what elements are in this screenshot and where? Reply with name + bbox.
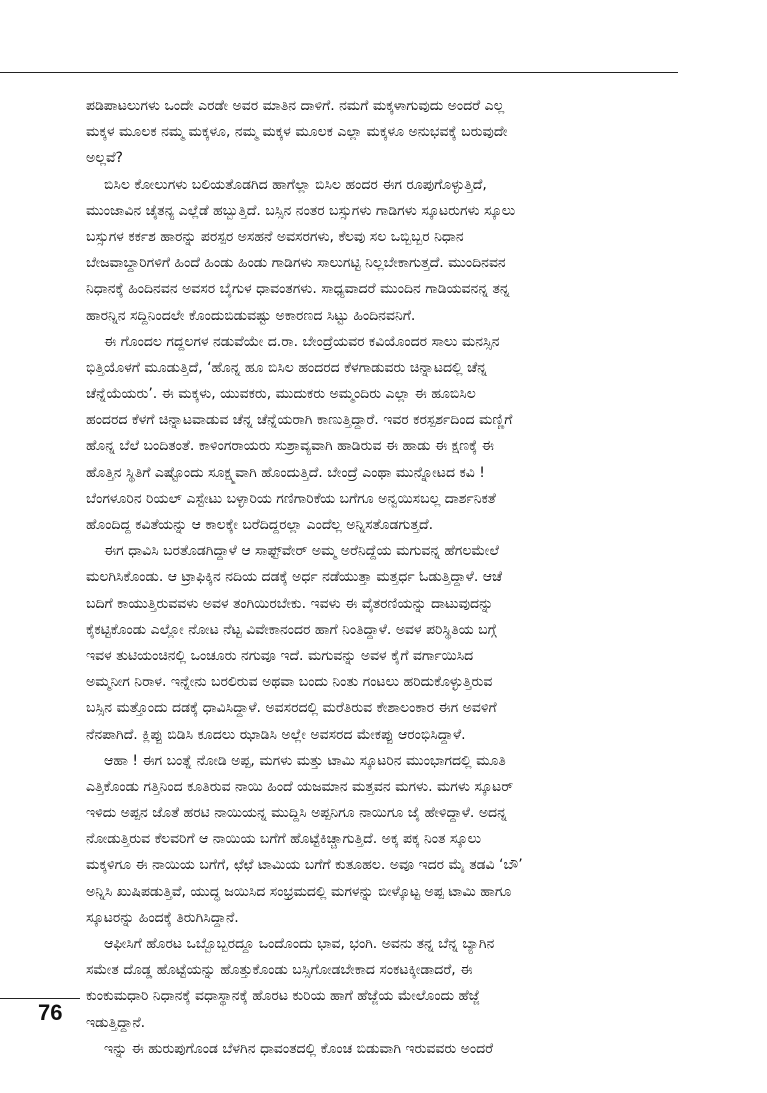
text-line: ಮಲಗಿಸಿಕೊಂಡು. ಆ ಟ್ರಾಫಿಕ್ಕಿನ ನದಿಯ ದಡಕ್ಕೆ ಅರ್ಧ ನಡೆಯುತ್ತಾ ಮತ್ತರ್ಧ ಓಡುತ್ತಿದ್ದಾಳೆ. ಆಚೆ — [86, 569, 503, 586]
text-line: ಬಸ್ಸಿನ ಮತ್ತೊಂದು ದಡಕ್ಕೆ ಧಾವಿಸಿದ್ದಾಳೆ. ಅವಸರದಲ್ಲಿ ಮರೆತಿರುವ ಕೇಶಾಲಂಕಾರ ಈಗ ಅವಳಿಗೆ — [86, 700, 497, 717]
text-line: ಈಗ ಧಾವಿಸಿ ಬರತೊಡಗಿದ್ದಾಳೆ ಆ ಸಾಫ್ಟ್‌ವೇರ್ ಅಮ್ಮ ಅರೆನಿದ್ದೆಯ ಮಗುವನ್ನ ಹೆಗಲಮೇಲೆ — [104, 543, 499, 560]
top-rule — [0, 72, 678, 73]
text-line: ಹೊತ್ತಿನ ಸ್ಥಿತಿಗೆ ಎಷ್ಟೊಂದು ಸೂಕ್ಷ್ಮವಾಗಿ ಹೊಂದುತ್ತಿದೆ. ಬೇಂದ್ರೆ ಎಂಥಾ ಮುನ್ನೋಟದ ಕವಿ ! — [86, 464, 485, 481]
text-line: ನೆನಪಾಗಿದೆ. ಕ್ಲಿಪ್ಪು ಬಿಡಿಸಿ ಕೂದಲು ಝಾಡಿಸಿ ಅಲ್ಲೇ ಅವಸರದ ಮೇಕಪ್ಪು ಆರಂಭಿಸಿದ್ದಾಳೆ. — [86, 726, 466, 743]
bottom-rule — [0, 998, 80, 999]
text-line: ಎತ್ತಿಕೊಂಡು ಗತ್ತಿನಿಂದ ಕೂತಿರುವ ನಾಯಿ ಹಿಂದೆ ಯಜಮಾನ ಮತ್ತವನ ಮಗಳು. ಮಗಳು ಸ್ಕೂಟರ್ — [86, 778, 514, 795]
text-line: ಸಮೇತ ದೊಡ್ಡ ಹೊಟ್ಟೆಯನ್ನು ಹೊತ್ತುಕೊಂಡು ಬಸ್ಸಿಗೋಡಬೇಕಾದ ಸಂಕಟಕ್ಕೀಡಾದರೆ, ಈ — [86, 962, 473, 979]
text-line: ಮಕ್ಕಳಿಗೂ ಈ ನಾಯಿಯ ಬಗೆಗೆ, ಛೆಛೆ ಟಾಮಿಯ ಬಗೆಗೆ ಕುತೂಹಲ. ಅವೂ ಇದರ ಮೈ ತಡವಿ ‘ಬೌ’ — [86, 857, 523, 874]
text-line: ಬದಿಗೆ ಕಾಯುತ್ತಿರುವವಳು ಅವಳ ತಂಗಿಯಿರಬೇಕು. ಇವಳು ಈ ವೈತರಣಿಯನ್ನು ದಾಟುವುದನ್ನು — [86, 595, 494, 612]
body-text — [86, 93, 686, 1062]
text-line: ಬೇಜವಾಬ್ದಾರಿಗಳಿಗೆ ಹಿಂದೆ ಹಿಂಡು ಹಿಂಡು ಗಾಡಿಗಳು ಸಾಲುಗಟ್ಟಿ ನಿಲ್ಲಬೇಕಾಗುತ್ತದೆ. ಮುಂದಿನವನ — [86, 255, 506, 272]
text-line: ಬಿಸಿಲ ಕೋಲುಗಳು ಬಲಿಯತೊಡಗಿದ ಹಾಗೆಲ್ಲಾ ಬಿಸಿಲ ಹಂದರ ಈಗ ರೂಪುಗೊಳ್ಳುತ್ತಿದೆ, — [104, 176, 487, 193]
text-line: ಇವಳ ತುಟಿಯಂಚಿನಲ್ಲಿ ಒಂಚೂರು ನಗುವೂ ಇದೆ. ಮಗುವನ್ನು ಅವಳ ಕೈಗೆ ವರ್ಗಾಯಿಸಿದ — [86, 647, 474, 664]
text-line: ಹೊಂದಿದ್ದ ಕವಿತೆಯನ್ನು ಆ ಕಾಲಕ್ಕೇ ಬರೆದಿದ್ದರಲ್ಲಾ ಎಂದೆಲ್ಲ ಅನ್ನಿಸತೊಡಗುತ್ತದೆ. — [86, 517, 434, 533]
text-line: ಅಲ್ಲವೆ? — [86, 150, 123, 167]
text-line: ಬಸ್ಸುಗಳ ಕರ್ಕಶ ಹಾರನ್ನು ಪರಸ್ಪರ ಅಸಹನೆ ಅವಸರಗಳು, ಕೆಲವು ಸಲ ಒಬ್ಬಿಬ್ಬರ ನಿಧಾನ — [86, 228, 464, 245]
text-line: ಇಳಿದು ಅಪ್ಪನ ಜೊತೆ ಹರಟಿ ನಾಯಿಯನ್ನ ಮುದ್ದಿಸಿ ಅಪ್ಪನಿಗೂ ನಾಯಿಗೂ ಜೈ ಹೇಳಿದ್ದಾಳೆ. ಅದನ್ನ — [86, 805, 507, 822]
text-line: ಸ್ಕೂಟರನ್ನು ಹಿಂದಕ್ಕೆ ತಿರುಗಿಸಿದ್ದಾನೆ. — [86, 909, 239, 926]
text-line: ಆಹಾ ! ಈಗ ಬಂತ್ನೆ ನೋಡಿ ಅಪ್ಪ, ಮಗಳು ಮತ್ತು ಟಾಮಿ ಸ್ಕೂಟರಿನ ಮುಂಭಾಗದಲ್ಲಿ ಮೂತಿ — [104, 752, 506, 769]
text-line: ಆಫೀಸಿಗೆ ಹೊರಟ ಒಬ್ಬೊಬ್ಬರದ್ದೂ ಒಂದೊಂದು ಭಾವ, ಭಂಗಿ. ಅವನು ತನ್ನ ಬೆನ್ನ ಬ್ಯಾಗಿನ — [104, 936, 495, 952]
text-line: ಅನ್ನಿಸಿ ಖುಷಿಪಡುತ್ತಿವೆ, ಯುದ್ಧ ಜಯಿಸಿದ ಸಂಭ್ರಮದಲ್ಲಿ ಮಗಳನ್ನು ಬೀಳ್ಕೊಟ್ಟ ಅಪ್ಪ ಟಾಮಿ ಹಾಗೂ — [86, 883, 512, 900]
text-line: ಈ ಗೊಂದಲ ಗದ್ದಲಗಳ ನಡುವೆಯೇ ದ.ರಾ. ಬೇಂದ್ರೆಯವರ ಕವಿಯೊಂದರ ಸಾಲು ಮನಸ್ಸಿನ — [104, 333, 500, 350]
text-line: ಹೊನ್ನ ಬೆಲೆ ಬಂದಿತಂತೆ. ಕಾಳಿಂಗರಾಯರು ಸುಶ್ರಾವ್ಯವಾಗಿ ಹಾಡಿರುವ ಈ ಹಾಡು ಈ ಕ್ಷಣಕ್ಕೆ ಈ — [86, 438, 494, 455]
text-line: ಮಕ್ಕಳ ಮೂಲಕ ನಮ್ಮ ಮಕ್ಕಳೂ, ನಮ್ಮ ಮಕ್ಕಳ ಮೂಲಕ ಎಲ್ಲಾ ಮಕ್ಕಳೂ ಅನುಭವಕ್ಕೆ ಬರುವುದೇ — [86, 124, 508, 141]
text-line: ಅಮ್ಮನೀಗ ನಿರಾಳ. ಇನ್ನೇನು ಬರಲಿರುವ ಅಥವಾ ಬಂದು ನಿಂತು ಗಂಟಲು ಹರಿದುಕೊಳ್ಳುತ್ತಿರುವ — [86, 674, 493, 691]
text-line: ಕುಂಕುಮಧಾರಿ ನಿಧಾನಕ್ಕೆ ವಧಾಸ್ಥಾನಕ್ಕೆ ಹೊರಟ ಕುರಿಯ ಹಾಗೆ ಹೆಜ್ಜೆಯ ಮೇಲೊಂದು ಹೆಜ್ಜೆ — [86, 988, 480, 1005]
text-line: ಇಡುತ್ತಿದ್ದಾನೆ. — [86, 1014, 146, 1031]
text-line: ಹಂದರದ ಕೆಳಗೆ ಚಿನ್ನಾಟವಾಡುವ ಚೆನ್ನ ಚೆನ್ನೆಯರಾಗಿ ಕಾಣುತ್ತಿದ್ದಾರೆ. ಇವರ ಕರಸ್ಪರ್ಶದಿಂದ ಮಣ್ಣಿಗೆ — [86, 412, 513, 429]
text-line: ನಿಧಾನಕ್ಕೆ ಹಿಂದಿನವನ ಅವಸರ ಬೈಗುಳ ಧಾವಂತಗಳು. ಸಾಧ್ಯವಾದರೆ ಮುಂದಿನ ಗಾಡಿಯವನನ್ನ ತನ್ನ — [86, 281, 510, 298]
text-line: ಕೈಕಟ್ಟಿಕೊಂಡು ಎಲ್ಲೋ ನೋಟ ನೆಟ್ಟ ವಿವೇಕಾನಂದರ ಹಾಗೆ ನಿಂತಿದ್ದಾಳೆ. ಅವಳ ಪರಿಸ್ಥಿತಿಯ ಬಗ್ಗೆ — [86, 621, 497, 638]
text-line: ಮುಂಜಾವಿನ ಚೈತನ್ಯ ಎಲ್ಲೆಡೆ ಹಬ್ಬುತ್ತಿದೆ. ಬಸ್ಸಿನ ನಂತರ ಬಸ್ಸುಗಳು ಗಾಡಿಗಳು ಸ್ಕೂಟರುಗಳು ಸ್ಕೂಲು — [86, 202, 516, 219]
text-line: ಇನ್ನು ಈ ಹುರುಪುಗೊಂಡ ಬೆಳಗಿನ ಧಾವಂತದಲ್ಲಿ ಕೊಂಚ ಬಿಡುವಾಗಿ ಇರುವವರು ಅಂದರೆ — [104, 1040, 494, 1057]
text-line: ಚೆನ್ನೆಯೆಯರು’. ಈ ಮಕ್ಕಳು, ಯುವಕರು, ಮುದುಕರು ಅಮ್ಮಂದಿರು ಎಲ್ಲಾ ಈ ಹೂಬಿಸಿಲ — [86, 386, 476, 403]
text-line: ಪಡಿಪಾಟಲುಗಳು ಒಂದೇ ಎರಡೇ ಅವರ ಮಾತಿನ ದಾಳಿಗೆ. ನಮಗೆ ಮಕ್ಕಳಾಗುವುದು ಅಂದರೆ ಎಲ್ಲ — [86, 98, 505, 114]
text-line: ಭಿತ್ತಿಯೊಳಗೆ ಮೂಡುತ್ತಿದೆ, ‘ಹೊನ್ನ ಹೂ ಬಿಸಿಲ ಹಂದರದ ಕೆಳಗಾಡುವರು ಚಿನ್ನಾಟದಲ್ಲಿ ಚೆನ್ನ — [86, 359, 487, 376]
text-line: ಬೆಂಗಳೂರಿನ ರಿಯಲ್ ಎಸ್ಟೇಟು ಬಳ್ಳಾರಿಯ ಗಣಿಗಾರಿಕೆಯ ಬಗೆಗೂ ಅನ್ವಯಿಸಬಲ್ಲ ದಾರ್ಶನಿಕತೆ — [86, 490, 496, 507]
page-number: 76 — [38, 1000, 63, 1025]
text-line: ನೋಡುತ್ತಿರುವ ಕೆಲವರಿಗೆ ಆ ನಾಯಿಯ ಬಗೆಗೆ ಹೊಟ್ಟೆಕಿಚ್ಚಾಗುತ್ತಿದೆ. ಅಕ್ಕ ಪಕ್ಕ ನಿಂತ ಸ್ಕೂಲು — [86, 831, 482, 848]
text-line: ಹಾರನ್ನಿನ ಸದ್ದಿನಿಂದಲೇ ಕೊಂದುಬಿಡುವಷ್ಟು ಅಕಾರಣದ ಸಿಟ್ಟು ಹಿಂದಿನವನಿಗೆ. — [86, 307, 416, 324]
